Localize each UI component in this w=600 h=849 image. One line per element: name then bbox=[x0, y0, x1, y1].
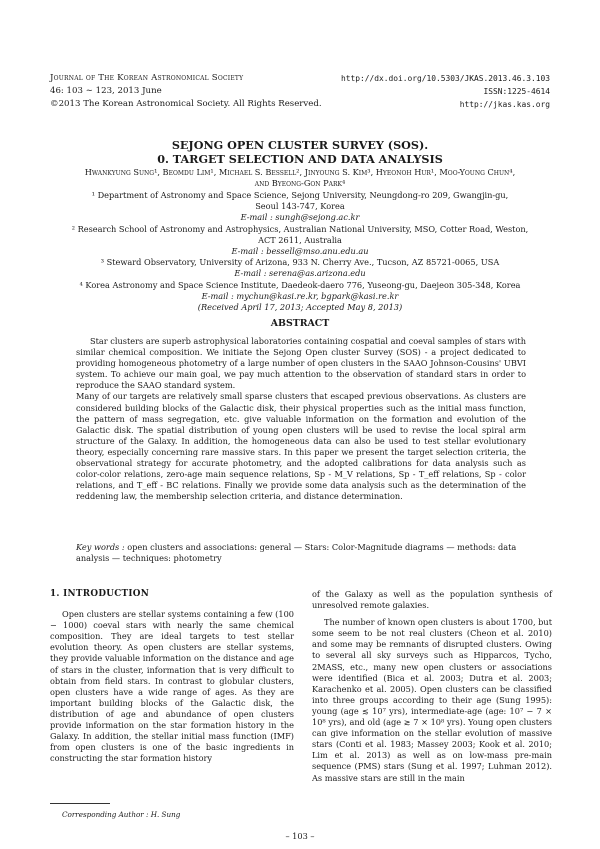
title-line-2: 0. TARGET SELECTION AND DATA ANALYSIS bbox=[157, 152, 443, 166]
affiliation-3 bbox=[52, 257, 548, 279]
abstract-paragraph-2: Many of our targets are relatively small sparse clusters that escaped previous observations. As clusters are considered building blocks of the Galactic disk, their physical properties such as the initial mass function, the pattern of mass segregation, etc. give valuable information on the formation and evolution of the Galactic disk. The spatial distribution of young open clusters will be used to revise the local spiral arm structure of the Galaxy. In addition, the homogeneous data can also be used to test stellar evolutionary theory, especially concerning rare massive stars. In this paper we present the target selection criteria, the observational strategy for accurate photometry, and the adopted calibrations for data analysis such as color-color relations, zero-age main sequence relations, Sp - M_V relations, Sp - T_eff relations, Sp - color relations, and T_eff - BC relations. Finally we provide some data analysis such as the determination of the reddening law, the membership selection criteria, and distance determination. bbox=[76, 391, 526, 502]
affiliation-2 bbox=[52, 224, 548, 258]
issn-text: ISSN:1225-4614 bbox=[483, 87, 550, 96]
copyright-line: ©2013 The Korean Astronomical Society. All Rights Reserved. bbox=[50, 99, 322, 109]
affiliation-4-line-1: ⁴ Korea Astronomy and Space Science Institute, Daedeok-daero 776, Yuseong-gu, Daejeon 305-348, Korea bbox=[79, 279, 521, 290]
affiliation-1 bbox=[52, 190, 548, 224]
affiliation-4-email: E-mail : mychun@kasi.re.kr, bgpark@kasi.re.kr bbox=[201, 290, 399, 301]
corresponding-author-footnote: Corresponding Author : H. Sung bbox=[62, 810, 181, 819]
affiliation-2-line-2: ACT 2611, Australia bbox=[258, 234, 342, 245]
affiliation-3-email: E-mail : serena@as.arizona.edu bbox=[234, 268, 366, 279]
affiliation-2-line-1: ² Research School of Astronomy and Astrophysics, Australian National University, MSO, Cotter Road, Weston, bbox=[71, 223, 529, 234]
section-heading-introduction: 1. INTRODUCTION bbox=[50, 589, 150, 599]
affiliation-3-line-1: ³ Steward Observatory, University of Arizona, 933 N. Cherry Ave., Tucson, AZ 85721-0065, USA bbox=[100, 257, 500, 268]
journal-url-link[interactable]: http://jkas.kas.org bbox=[459, 100, 550, 109]
intro-paragraph-1: Open clusters are stellar systems containing a few (100 − 1000) coeval stars with nearly the same chemical composition. They are ideal targets to test stellar evolution theory. As open clusters are stellar systems, they provide valuable information on the distance and age of stars in the cluster, information that is very difficult to obtain from field stars. In contrast to globular clusters, open clusters have a wide range of ages. As they are important building blocks of the Galactic disk, the distribution of age and abundance of open clusters provide information on the star formation history in the Galaxy. In addition, the stellar initial mass function (IMF) from open clusters is one of the basic ingredients in constructing the star formation history bbox=[50, 609, 294, 764]
page-number: – 103 – bbox=[285, 831, 315, 841]
abstract-body bbox=[76, 336, 526, 502]
intro-paragraph-2: The number of known open clusters is about 1700, but some seem to be not real clusters (Cheon et al. 2010) and some may be remnants of disrupted clusters. Owing to several all sky surveys such as Hipparcos, Tycho, 2MASS, etc., many new open clusters or associations were identified (Bica et al. 2003; Dutra et al. 2003; Karachenko et al. 2005). Open clusters can be classified into three groups according to their age (Sung 1995): young (age ≲ 10⁷ yrs), intermediate-age (age: 10⁷ − 7 × 10⁸ yrs), and old (age ≳ 7 × 10⁸ yrs). Young open clusters can give information on the stellar evolution of massive stars (Conti et al. 1983; Massey 2003; Kook et al. 2010; Lim et al. 2013) as well as on low-mass pre-main sequence (PMS) stars (Sung et al. 1997; Luhman 2012). As massive stars are still in the main bbox=[312, 617, 552, 783]
intro-paragraph-continued: of the Galaxy as well as the population synthesis of unresolved remote galaxies. bbox=[312, 589, 552, 611]
keywords bbox=[76, 542, 526, 564]
right-column bbox=[312, 589, 552, 784]
affiliations bbox=[52, 190, 548, 313]
journal-links bbox=[341, 72, 550, 111]
doi-link[interactable]: http://dx.doi.org/10.5303/JKAS.2013.46.3.103 bbox=[340, 74, 550, 83]
abstract-heading: ABSTRACT bbox=[270, 318, 330, 329]
affiliation-1-line-2: Seoul 143-747, Korea bbox=[255, 201, 345, 212]
author-line-2: and Byeong-Gon Park⁴ bbox=[254, 178, 346, 189]
author-list bbox=[58, 167, 542, 189]
keywords-label: Key words : bbox=[76, 542, 125, 552]
affiliation-2-email: E-mail : bessell@mso.anu.edu.au bbox=[231, 246, 369, 257]
journal-header bbox=[50, 72, 322, 111]
affiliation-1-email: E-mail : sungh@sejong.ac.kr bbox=[240, 212, 360, 223]
journal-name: Journal of The Korean Astronomical Society bbox=[50, 73, 244, 83]
paper-title bbox=[0, 138, 600, 166]
abstract-paragraph-1: Star clusters are superb astrophysical laboratories containing cospatial and coeval samples of stars with similar chemical composition. We initiate the Sejong Open cluster Survey (SOS) - a project dedicated to providing homogeneous photometry of a large number of open clusters in the SAAO Johnson-Cousins' UBVI system. To achieve our main goal, we pay much attention to the observation of standard stars in order to reproduce the SAAO standard system. bbox=[76, 336, 526, 391]
affiliation-4 bbox=[52, 280, 548, 302]
left-column bbox=[50, 589, 294, 764]
author-line-1: Hwankyung Sung¹, Beomdu Lim¹, Michael S. Bessell², Jinyoung S. Kim³, Hyeonoh Hur¹, Moo-Young Chun⁴, bbox=[84, 167, 516, 177]
received-dates: (Received April 17, 2013; Accepted May 8, 2013) bbox=[197, 302, 403, 313]
volume-line: 46: 103 ∼ 123, 2013 June bbox=[50, 86, 162, 96]
title-line-1: SEJONG OPEN CLUSTER SURVEY (SOS). bbox=[171, 138, 429, 152]
footnote-rule bbox=[50, 803, 110, 804]
keywords-text: open clusters and associations: general — Stars: Color-Magnitude diagrams — methods: data analysis — techniques: photometry bbox=[76, 542, 517, 564]
affiliation-1-line-1: ¹ Department of Astronomy and Space Science, Sejong University, Neungdong-ro 209, Gwangjin-gu, bbox=[91, 190, 509, 200]
